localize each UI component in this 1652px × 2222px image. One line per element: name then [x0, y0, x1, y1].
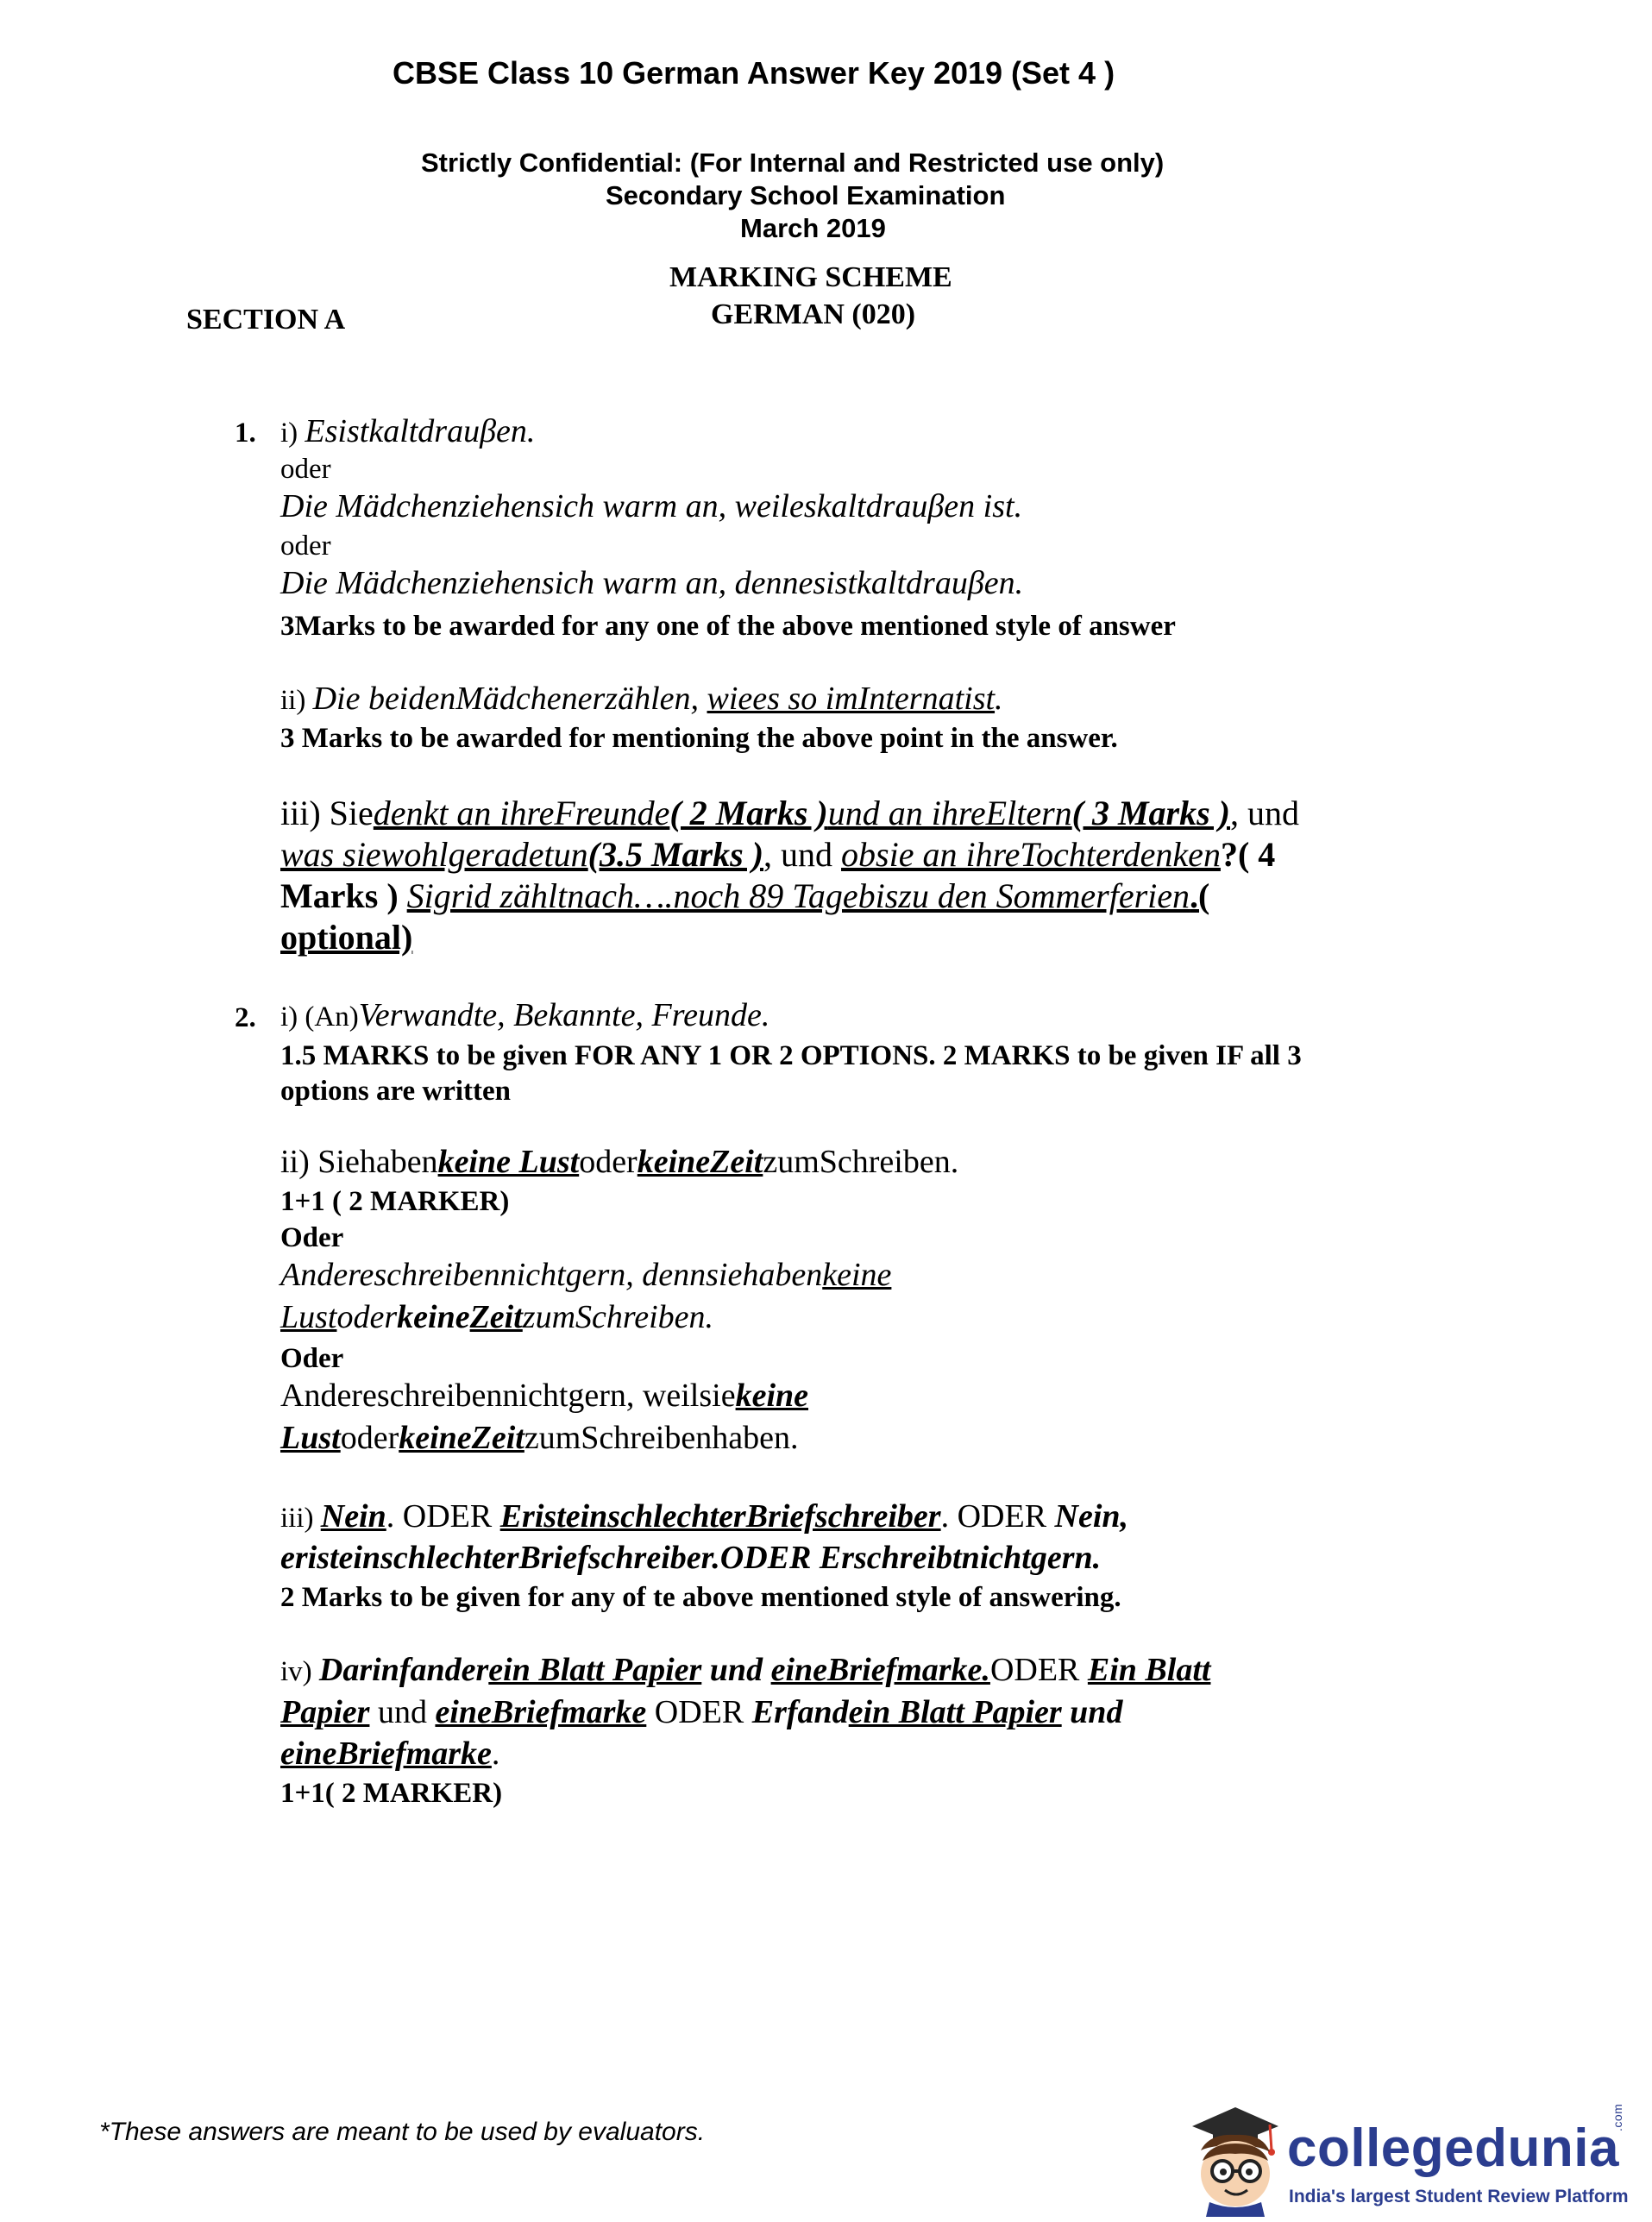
page-title: CBSE Class 10 German Answer Key 2019 (Set 4 ): [393, 55, 1115, 91]
q2-iv-seg: eineBriefmarke.: [770, 1652, 990, 1688]
q2-ii-seg: keineZeit: [637, 1144, 763, 1180]
q1-ii-answer: [280, 680, 1003, 718]
q2-ii-marks: 1+1 ( 2 MARKER): [280, 1186, 510, 1217]
q2-ii-seg: keine: [397, 1299, 470, 1335]
q2-iv-seg: ein Blatt Papier: [488, 1652, 702, 1688]
q2-ii-seg: zumSchreibenhaben.: [524, 1420, 799, 1456]
q2-ii-label: ii) Siehaben: [280, 1144, 438, 1180]
subject-title: GERMAN (020): [711, 298, 916, 330]
q2-i-marks-1: 1.5 MARKS to be given FOR ANY 1 OR 2 OPTIONS. 2 MARKS to be given IF all 3: [280, 1040, 1302, 1071]
q2-ii-seg: Lust: [280, 1420, 341, 1456]
q2-ii-alt-2-line-2: [280, 1419, 798, 1457]
q1-i-answer-2: Die Mädchenziehensich warm an, weileskaltdrauβen ist.: [280, 488, 1023, 524]
brand-tagline: India's largest Student Review Platform: [1289, 2187, 1629, 2206]
q2-ii-seg: zumSchreiben.: [763, 1144, 959, 1180]
q1-iii-seg: .(: [1190, 876, 1210, 915]
q1-iii-seg: und an ihreEltern: [827, 794, 1072, 832]
q2-i-answer: [280, 996, 769, 1034]
q2-ii-seg: Lust: [280, 1299, 337, 1335]
mascot-icon: [1175, 2100, 1287, 2217]
q1-iii-seg: denkt an ihreFreunde: [373, 794, 670, 832]
q2-iv-seg: und: [701, 1652, 771, 1688]
q2-ii-oder-2: Oder: [280, 1343, 344, 1374]
question-number: 1.: [235, 417, 256, 449]
brand-suffix: .com: [1610, 2103, 1624, 2131]
q2-iv-seg: und: [369, 1694, 436, 1730]
q2-ii-answer: [280, 1143, 958, 1181]
q2-ii-seg: keine: [822, 1257, 892, 1293]
q1-iii-line-1: [280, 793, 1299, 833]
q1-i-label: i): [280, 417, 305, 449]
section-heading: SECTION A: [186, 304, 346, 336]
q2-iii-line-2: eristeinschlechterBriefschreiber.ODER Erschreibtnichtgern.: [280, 1540, 1102, 1576]
q1-iii-line-2: [280, 834, 1275, 875]
q2-ii-seg: keineZeit: [399, 1420, 524, 1456]
q2-ii-seg: keine: [735, 1378, 809, 1414]
q2-i-label: i) (An): [280, 1001, 359, 1033]
q1-iii-seg: Marks ): [280, 876, 407, 915]
exam-line: Secondary School Examination: [606, 180, 1006, 210]
q1-iii-seg: obsie an ihreTochterdenken: [841, 835, 1221, 874]
q1-ii-text-1: Die beidenMädchenerzählen,: [312, 681, 707, 717]
q1-iii-seg: ( 2 Marks ): [669, 794, 828, 832]
q2-iii-seg: . ODER: [940, 1498, 1055, 1535]
q2-ii-seg: keine Lust: [437, 1144, 580, 1180]
q2-iii-line-1: [280, 1497, 1128, 1535]
q1-iii-seg: ?( 4: [1220, 835, 1276, 874]
q1-ii-text-2: wiees so imInternatist: [707, 681, 996, 717]
q2-iii-seg: . ODER: [386, 1498, 500, 1535]
q1-ii-label: ii): [280, 685, 313, 716]
q2-ii-alt-1-line-1: [280, 1256, 891, 1294]
q2-iv-label: iv): [280, 1656, 319, 1687]
q2-iv-seg: ODER: [989, 1652, 1088, 1688]
q2-ii-seg: oder: [340, 1420, 399, 1456]
question-number: 2.: [235, 1002, 256, 1033]
q2-ii-seg: Zeit: [469, 1299, 523, 1335]
q2-ii-alt-2-line-1: [280, 1377, 808, 1415]
q2-ii-seg: zumSchreiben.: [522, 1299, 714, 1335]
q1-iii-optional: optional): [280, 918, 413, 957]
q2-iv-seg: und: [1061, 1694, 1123, 1730]
q2-ii-seg: oder: [579, 1144, 638, 1180]
q2-iv-line-3: [280, 1735, 499, 1773]
q2-iv-seg: eineBriefmarke: [435, 1694, 647, 1730]
q1-iii-seg: was siewohlgeradetun: [280, 835, 588, 874]
q1-i-answer-3: Die Mädchenziehensich warm an, dennesistkaltdrauβen.: [280, 565, 1024, 601]
q1-i-answer-1: [280, 412, 535, 450]
q2-iv-seg: Darinfander: [318, 1652, 489, 1688]
brand-name: [1287, 2103, 1652, 2179]
q2-iii-label: iii): [280, 1503, 321, 1534]
q1-iii-label: iii) Sie: [280, 794, 374, 832]
q2-iv-seg: eineBriefmarke: [280, 1736, 492, 1772]
q2-ii-alt-1-line-2: [280, 1298, 713, 1336]
q2-iv-seg: .: [491, 1736, 500, 1772]
q1-iii-seg: , und: [763, 835, 842, 874]
q1-ii-marks: 3 Marks to be awarded for mentioning the above point in the answer.: [280, 723, 1118, 754]
q2-i-text: Verwandte, Bekannte, Freunde.: [358, 997, 770, 1033]
q1-i-oder-1: oder: [280, 454, 331, 485]
q2-i-marks-2: options are written: [280, 1076, 512, 1107]
q1-iii-seg: ( 3 Marks ): [1071, 794, 1230, 832]
q2-iii-seg: Nein,: [1054, 1498, 1129, 1535]
q2-iv-marks: 1+1( 2 MARKER): [280, 1778, 503, 1809]
q2-ii-seg: Andereschreibennichtgern, weilsie: [280, 1378, 736, 1414]
q1-ii-text-3: .: [995, 681, 1003, 717]
confidential-line: Strictly Confidential: (For Internal and Restricted use only): [421, 148, 1165, 178]
brand-text: collegedunia: [1287, 2118, 1619, 2178]
q1-i-text: Esistkaltdrauβen.: [305, 413, 536, 449]
q2-iii-marks: 2 Marks to be given for any of te above mentioned style of answering.: [280, 1582, 1121, 1613]
q2-iv-line-2: [280, 1693, 1122, 1731]
marking-scheme-title: MARKING SCHEME: [669, 261, 952, 293]
q2-ii-seg: oder: [336, 1299, 398, 1335]
q2-iv-line-1: [280, 1651, 1210, 1689]
q2-iv-seg: ODER: [646, 1694, 752, 1730]
q1-i-oder-2: oder: [280, 530, 331, 562]
q2-iv-seg: Papier: [280, 1694, 370, 1730]
q2-iii-seg: Nein: [320, 1498, 386, 1535]
q2-iv-seg: Ein Blatt: [1087, 1652, 1211, 1688]
date-line: March 2019: [740, 213, 886, 243]
collegedunia-logo: [1175, 2100, 1629, 2217]
q2-ii-seg: Andereschreibennichtgern, dennsiehaben: [280, 1257, 823, 1293]
evaluator-note: *These answers are meant to be used by evaluators.: [99, 2118, 706, 2146]
q2-iv-seg: Erfand: [751, 1694, 849, 1730]
q2-iii-seg: EristeinschlechterBriefschreiber: [499, 1498, 941, 1535]
q2-iv-seg: ein Blatt Papier: [848, 1694, 1062, 1730]
q1-iii-seg: (3.5 Marks ): [587, 835, 764, 874]
q1-iii-line-3: [280, 876, 1209, 916]
q1-iii-seg: Sigrid zähltnach….noch 89 Tagebiszu den Sommerferien: [406, 876, 1190, 915]
q2-ii-oder-1: Oder: [280, 1222, 344, 1253]
q1-i-marks: 3Marks to be awarded for any one of the above mentioned style of answer: [280, 611, 1176, 642]
q1-iii-seg: , und: [1230, 794, 1299, 832]
